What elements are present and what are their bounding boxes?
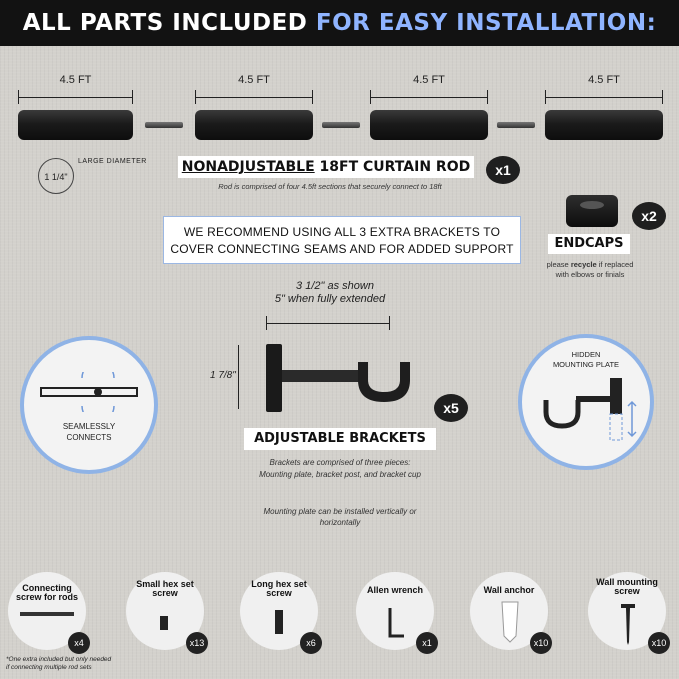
hex-screw-icon: [160, 616, 168, 630]
long-screw-icon: [275, 610, 283, 634]
endcaps-quantity-badge: x2: [632, 202, 666, 230]
wall-anchor-icon: [498, 600, 522, 644]
recommendation-box: [163, 216, 521, 264]
wall-screw-icon: [618, 602, 638, 646]
banner-title: [0, 0, 679, 46]
rod-section-3-length: 4.5 FT: [413, 74, 445, 86]
brackets-label: ADJUSTABLE BRACKETS: [244, 428, 436, 450]
brackets-quantity-badge: x5: [434, 394, 468, 422]
rod-connector-3: [497, 122, 535, 128]
endcaps-note-part-2: if replaced: [596, 260, 634, 269]
rod-caption: Rod is comprised of four 4.5ft sections that securely connect to 18ft: [218, 182, 442, 191]
part-label: Wall mounting screw: [596, 577, 658, 596]
part-quantity: x10: [530, 632, 552, 654]
rod-section-1: [18, 110, 133, 140]
seamless-connect-circle: [20, 336, 158, 474]
bracket-length-dimension: [266, 316, 390, 330]
footnote: [6, 656, 176, 672]
part-quantity: x6: [300, 632, 322, 654]
rod-section-1-length: 4.5 FT: [59, 74, 92, 86]
part-label: Allen wrench: [366, 585, 423, 595]
rod-section-2-dimension: [195, 74, 313, 104]
part-connecting-screw: [8, 572, 86, 650]
part-quantity: x4: [68, 632, 90, 654]
rod-title: [178, 156, 474, 178]
rod-section-4-length: 4.5 FT: [588, 74, 620, 86]
bracket-image: [262, 340, 422, 420]
rod-section-2: [195, 110, 313, 140]
diameter-label: LARGE DIAMETER: [78, 158, 147, 165]
rod-joint-icon: [38, 372, 142, 412]
rod-section-4: [545, 110, 663, 140]
hidden-plate-line-2: MOUNTING PLATE: [552, 360, 620, 369]
part-label: Small hex set screw: [136, 579, 194, 598]
part-long-hex-screw: [240, 572, 318, 650]
part-label: Connecting screw for rods: [15, 583, 79, 602]
allen-wrench-icon: [384, 606, 408, 642]
part-quantity: x10: [648, 632, 670, 654]
rod-section-1-dimension: [18, 74, 133, 104]
endcaps-note: [534, 260, 646, 280]
rod-section-3-dimension: [370, 74, 488, 104]
endcap-hole-icon: [580, 201, 604, 209]
part-label: Long hex set screw: [251, 579, 307, 598]
rod-section-2-length: 4.5 FT: [238, 74, 270, 86]
rod-title-nonadjustable: NONADJUSTABLE: [181, 159, 315, 175]
endcaps-note-part-1: please: [546, 260, 571, 269]
screw-icon: [20, 612, 74, 616]
bracket-dimension-extended: 5" when fully extended: [274, 293, 386, 305]
bracket-dimension-shown: 3 1/2" as shown: [296, 280, 374, 292]
mounting-plate-icon: [536, 374, 640, 446]
rod-connector-1: [145, 122, 183, 128]
endcaps-label: ENDCAPS: [548, 234, 630, 254]
part-wall-anchor: [470, 572, 548, 650]
seamless-line-2: CONNECTS: [66, 433, 112, 442]
banner-title-blue: FOR EASY INSTALLATION:: [315, 10, 657, 36]
bracket-caption-1: Brackets are comprised of three pieces:: [269, 458, 411, 467]
part-quantity: x1: [416, 632, 438, 654]
part-label: Wall anchor: [483, 585, 535, 595]
endcaps-note-bold: recycle: [570, 260, 597, 269]
footnote-line-2: if connecting multiple rod sets: [6, 664, 92, 671]
rod-quantity-badge: x1: [486, 156, 520, 184]
footnote-line-1: *One extra included but only needed: [6, 656, 112, 663]
bracket-caption-3: Mounting plate can be installed vertically or: [263, 507, 417, 516]
rod-section-4-dimension: [545, 74, 663, 104]
part-quantity: x13: [186, 632, 208, 654]
bracket-caption-4: horizontally: [319, 518, 361, 527]
recommendation-line-1: WE RECOMMEND USING ALL 3 EXTRA BRACKETS TO: [183, 225, 501, 239]
part-allen-wrench: [356, 572, 434, 650]
seamless-line-1: SEAMLESSLY: [62, 422, 116, 431]
rod-section-3: [370, 110, 488, 140]
part-wall-screw: [588, 572, 666, 650]
bracket-caption-2: Mounting plate, bracket post, and bracket cup: [259, 470, 421, 479]
bracket-height-label: 1 7/8": [210, 370, 236, 381]
recommendation-line-2: COVER CONNECTING SEAMS AND FOR ADDED SUPPORT: [170, 242, 514, 256]
diameter-value: 1 1/4": [44, 172, 68, 182]
banner-title-white: ALL PARTS INCLUDED: [22, 10, 316, 36]
endcaps-note-line-2: with elbows or finials: [555, 270, 625, 279]
endcap-image: [566, 195, 618, 227]
rod-connector-2: [322, 122, 360, 128]
hidden-plate-circle: [518, 334, 654, 470]
rod-title-rest: 18FT CURTAIN ROD: [314, 159, 471, 175]
hidden-plate-line-1: HIDDEN: [571, 350, 601, 359]
part-small-hex-screw: [126, 572, 204, 650]
